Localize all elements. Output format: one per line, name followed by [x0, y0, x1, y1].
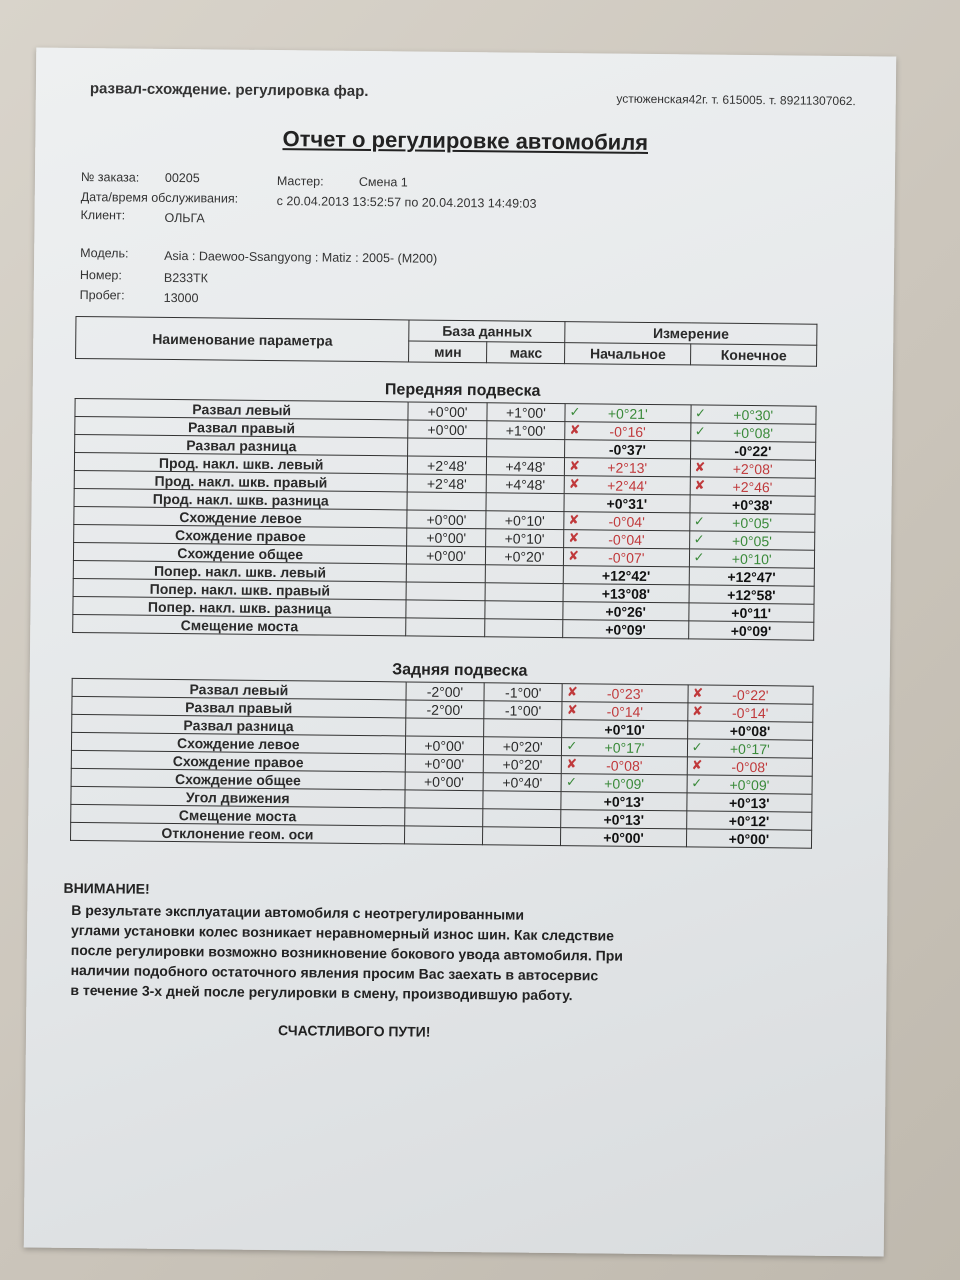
param-name: Смещение моста: [73, 614, 407, 635]
final-cell: [686, 829, 812, 848]
initial-value: -0°08': [606, 757, 643, 774]
param-name: Схождение правое: [74, 524, 408, 545]
farewell-text: СЧАСТЛИВОГО ПУТИ!: [277, 1022, 431, 1040]
param-name: Попер. накл. шкв. разница: [73, 596, 407, 617]
final-value: +0°08': [729, 722, 771, 739]
initial-cell: [561, 810, 686, 829]
min-header: мин: [409, 341, 487, 363]
client-label: Клиент:: [80, 208, 126, 223]
min-value: [407, 564, 486, 583]
report-title: Отчет о регулировке автомобиля: [282, 126, 649, 155]
final-value: +0°38': [731, 496, 773, 513]
master-label: Мастер:: [276, 174, 324, 189]
initial-value: +0°26': [605, 603, 647, 620]
final-cell: [686, 811, 812, 830]
param-name: Схождение левое: [74, 506, 408, 527]
warning-line: в течение 3-х дней после регулировки в смену, производившую работу.: [70, 981, 573, 1004]
check-icon: ✓: [565, 774, 577, 790]
min-value: [405, 790, 484, 809]
initial-value: -0°37': [608, 441, 646, 458]
final-cell: [687, 793, 813, 812]
front-suspension-title: Передняя подвеска: [384, 381, 541, 400]
param-name: Угол движения: [71, 786, 405, 807]
param-name: Отклонение геом. оси: [71, 822, 405, 843]
initial-cell: [563, 602, 689, 621]
datetime-label: Дата/время обслуживания:: [80, 190, 239, 206]
min-value: [406, 582, 485, 601]
param-name: Развал разница: [72, 714, 406, 735]
check-icon: ✓: [569, 404, 581, 420]
initial-cell: [564, 458, 690, 477]
final-cell: [689, 531, 815, 550]
max-value: +0°40': [483, 773, 562, 792]
param-name: Схождение левое: [71, 732, 405, 753]
final-cell: [689, 513, 815, 532]
initial-cell: [562, 738, 687, 757]
min-value: [406, 618, 485, 637]
plate-value: В233ТК: [163, 270, 209, 286]
max-value: [484, 719, 563, 738]
final-cell: [690, 459, 816, 478]
final-cell: [690, 441, 816, 460]
max-value: +4°48': [486, 475, 565, 494]
initial-value: +2°44': [607, 477, 648, 494]
datetime-value: с 20.04.2013 13:52:57 по 20.04.2013 14:49:03: [276, 194, 537, 211]
check-icon: ✓: [694, 405, 707, 421]
measure-header: Измерение: [565, 322, 817, 346]
min-value: +0°00': [407, 528, 486, 547]
min-value: +0°00': [405, 772, 484, 791]
initial-cell: [563, 584, 689, 603]
initial-value: -0°14': [606, 703, 644, 720]
max-value: [483, 809, 562, 828]
check-icon: ✓: [693, 513, 705, 529]
max-value: [484, 619, 563, 638]
param-name: Развал правый: [75, 416, 409, 437]
final-cell: [689, 549, 815, 568]
report-sheet: [24, 48, 897, 1257]
final-value: -0°22': [732, 686, 769, 703]
max-value: [485, 583, 564, 602]
cross-icon: ✘: [694, 459, 706, 475]
initial-cell: [565, 404, 691, 423]
initial-cell: [562, 684, 687, 703]
initial-value: +12°42': [601, 566, 651, 584]
cross-icon: ✘: [566, 684, 578, 700]
rear-table: [70, 678, 814, 849]
company-name: развал-схождение. регулировка фар.: [89, 80, 369, 101]
param-header: Наименование параметра: [76, 316, 410, 361]
param-name: Развал левый: [72, 678, 406, 699]
initial-cell: [565, 422, 691, 441]
company-contacts: устюженская42г. т. 615005. т. 89211307062.: [616, 91, 856, 109]
rear-suspension-title: Задняя подвеска: [392, 661, 528, 680]
initial-cell: [564, 512, 690, 531]
mileage-label: Пробег:: [79, 287, 125, 303]
min-value: [408, 438, 487, 457]
mileage-value: 13000: [163, 290, 199, 306]
final-cell: [688, 685, 814, 704]
final-value: +12°47': [727, 568, 776, 585]
min-value: [405, 718, 484, 737]
max-value: [486, 493, 565, 512]
final-cell: [688, 621, 814, 640]
initial-value: +0°13': [603, 811, 645, 828]
initial-value: +0°09': [604, 775, 645, 792]
final-cell: [690, 405, 816, 424]
warning-line: В результате эксплуатации автомобиля с неотрегулированными: [71, 901, 525, 923]
param-name: Развал разница: [75, 434, 409, 455]
final-value: +0°09': [730, 622, 772, 639]
check-icon: ✓: [691, 775, 703, 791]
final-cell: [687, 703, 813, 722]
cross-icon: ✘: [694, 477, 706, 493]
initial-value: +2°13': [607, 459, 648, 476]
final-value: -0°08': [731, 758, 768, 775]
param-name: Попер. накл. шкв. правый: [73, 578, 407, 599]
min-value: +0°00': [408, 420, 487, 439]
initial-value: -0°23': [606, 685, 644, 702]
initial-cell: [563, 548, 689, 567]
initial-cell: [561, 792, 686, 811]
final-cell: [687, 757, 813, 776]
min-value: [404, 826, 483, 845]
initial-cell: [561, 828, 686, 847]
final-value: +0°13': [728, 794, 770, 811]
cross-icon: ✘: [568, 512, 580, 528]
param-name: Смещение моста: [71, 804, 405, 825]
max-value: [485, 601, 564, 620]
final-cell: [689, 567, 815, 586]
check-icon: ✓: [566, 738, 578, 754]
initial-value: +0°31': [606, 495, 648, 512]
param-name: Прод. накл. шкв. левый: [74, 452, 408, 473]
final-value: +0°17': [729, 740, 770, 757]
warning-line: наличии подобного остаточного явления просим Вас заехать в автосервис: [70, 961, 599, 984]
initial-value: -0°07': [608, 549, 645, 566]
initial-cell: [564, 476, 690, 495]
min-value: +0°00': [407, 510, 486, 529]
cross-icon: ✘: [568, 476, 580, 492]
final-value: +2°08': [732, 460, 773, 477]
cross-icon: ✘: [692, 685, 704, 701]
max-value: +0°10': [485, 529, 564, 548]
warning-text: [70, 900, 771, 1007]
initial-value: -0°04': [608, 513, 645, 530]
cross-icon: ✘: [569, 422, 581, 438]
warning-line: после регулировки возможно возникновение бокового увода автомобиля. При: [70, 941, 623, 964]
cross-icon: ✘: [568, 530, 580, 546]
order-number-label: № заказа:: [80, 170, 140, 185]
initial-cell: [562, 720, 687, 739]
plate-label: Номер:: [79, 267, 122, 283]
initial-value: -0°04': [608, 531, 645, 548]
max-value: +4°48': [486, 457, 565, 476]
initial-cell: [565, 440, 691, 459]
initial-value: +0°17': [604, 739, 645, 756]
cross-icon: ✘: [691, 703, 704, 719]
initial-value: +0°09': [605, 621, 646, 638]
min-value: +0°00': [405, 736, 484, 755]
final-value: +0°05': [731, 532, 772, 549]
final-value: +0°10': [731, 550, 772, 567]
initial-cell: [564, 494, 690, 513]
max-value: [485, 565, 564, 584]
db-header: База данных: [409, 320, 565, 343]
final-cell: [690, 423, 816, 442]
max-value: +0°10': [486, 511, 565, 530]
param-name: Прод. накл. шкв. правый: [74, 470, 408, 491]
initial-cell: [563, 566, 689, 585]
param-name: Схождение правое: [71, 750, 405, 771]
initial-cell: [564, 530, 690, 549]
final-value: +0°12': [728, 812, 770, 829]
initial-cell: [562, 756, 687, 775]
initial-cell: [562, 702, 687, 721]
max-header: макс: [487, 342, 565, 364]
max-value: [483, 791, 562, 810]
check-icon: ✓: [694, 423, 706, 439]
max-value: +0°20': [485, 547, 564, 566]
param-name: Развал левый: [75, 398, 409, 419]
model-value: Asia : Daewoo-Ssangyong : Matiz : 2005- (M200): [164, 248, 438, 266]
initial-header: Начальное: [565, 343, 691, 365]
final-value: +12°58': [727, 586, 776, 603]
param-name: Схождение общее: [71, 768, 405, 789]
initial-value: +0°13': [603, 793, 645, 810]
min-value: -2°00': [405, 700, 484, 719]
cross-icon: ✘: [568, 458, 581, 474]
check-icon: ✓: [693, 549, 705, 565]
initial-cell: [563, 620, 689, 639]
final-value: -0°14': [731, 704, 769, 721]
final-cell: [687, 739, 813, 758]
max-value: +1°00': [486, 421, 565, 440]
master-value: Смена 1: [358, 174, 408, 190]
check-icon: ✓: [693, 531, 705, 547]
min-value: [404, 808, 483, 827]
cross-icon: ✘: [691, 757, 703, 773]
final-value: +0°11': [731, 604, 772, 621]
max-value: +1°00': [487, 403, 566, 422]
final-cell: [689, 495, 815, 514]
max-value: [486, 439, 565, 458]
final-value: +0°30': [733, 406, 774, 423]
initial-cell: [561, 774, 686, 793]
param-name: Развал правый: [72, 696, 406, 717]
param-name: Прод. накл. шкв. разница: [74, 488, 408, 509]
front-table: [72, 398, 816, 641]
cross-icon: ✘: [566, 756, 578, 772]
final-value: +2°46': [732, 478, 773, 495]
min-value: +0°00': [407, 546, 486, 565]
min-value: [407, 492, 486, 511]
check-icon: ✓: [691, 739, 703, 755]
initial-value: -0°16': [609, 423, 646, 440]
final-value: -0°22': [734, 442, 772, 459]
min-value: +0°00': [405, 754, 484, 773]
param-name: Схождение общее: [73, 542, 407, 563]
max-value: +0°20': [483, 755, 562, 774]
client-value: ОЛЬГА: [164, 210, 205, 226]
initial-value: +0°10': [604, 721, 646, 738]
final-value: +0°00': [728, 830, 770, 847]
model-label: Модель:: [80, 246, 129, 261]
min-value: -2°00': [406, 682, 485, 701]
param-name: Попер. накл. шкв. левый: [73, 560, 407, 581]
max-value: -1°00': [484, 701, 563, 720]
final-header: Конечное: [691, 344, 817, 366]
min-value: +2°48': [408, 474, 487, 493]
warning-line: углами установки колес возникает неравномерный износ шин. Как следствие: [70, 921, 615, 944]
initial-value: +13°08': [601, 584, 651, 602]
cross-icon: ✘: [567, 548, 580, 564]
initial-value: +0°21': [607, 405, 648, 422]
final-cell: [687, 775, 813, 794]
max-value: [482, 827, 561, 846]
cross-icon: ✘: [566, 702, 578, 718]
min-value: [406, 600, 485, 619]
warning-title: ВНИМАНИЕ!: [63, 879, 150, 897]
min-value: +0°00': [408, 402, 487, 421]
final-cell: [687, 721, 813, 740]
final-value: +0°05': [732, 514, 773, 531]
final-cell: [688, 603, 814, 622]
final-value: +0°09': [729, 776, 770, 793]
final-cell: [690, 477, 816, 496]
table-header: [75, 316, 817, 367]
initial-value: +0°00': [603, 829, 644, 846]
max-value: -1°00': [484, 683, 563, 702]
final-cell: [689, 585, 815, 604]
final-value: +0°08': [733, 424, 774, 441]
max-value: +0°20': [483, 737, 562, 756]
order-number: 00205: [164, 170, 200, 186]
min-value: +2°48': [408, 456, 487, 475]
